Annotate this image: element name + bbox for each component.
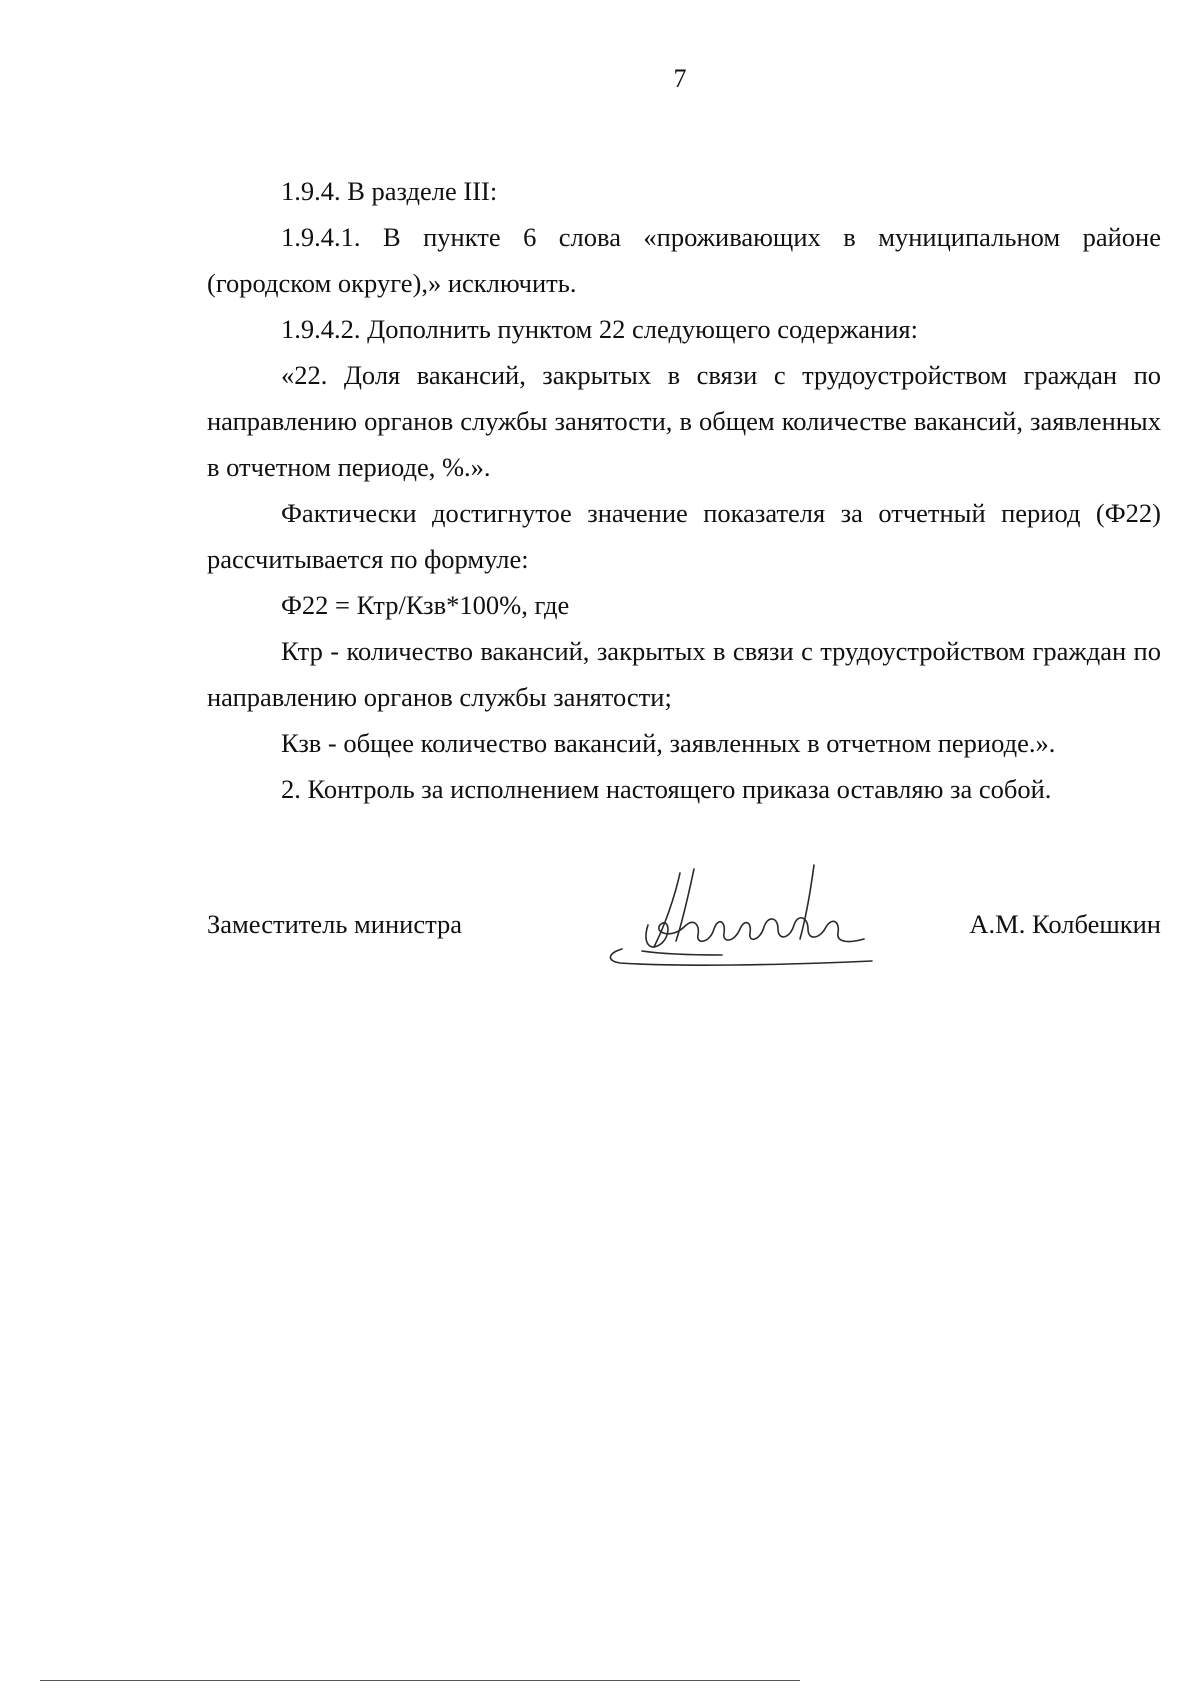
paragraph-item-1942: 1.9.4.2. Дополнить пунктом 22 следующего содержания: [281,314,918,344]
page-number: 7 [673,64,687,93]
document-body [207,168,1161,812]
paragraph-kzv-definition: Кзв - общее количество вакансий, заявленных в отчетном периоде.». [281,728,1056,758]
signature-block [207,895,1161,1015]
signatory-name: А.М. Колбешкин [969,909,1161,939]
paragraph-ktr-definition: Ктр - количество вакансий, закрытых в связи с трудоустройством граждан по направлению органов службы занятости; [207,636,1161,712]
signatory-title: Заместитель министра [207,909,463,939]
paragraph-control: 2. Контроль за исполнением настоящего приказа оставляю за собой. [281,774,1052,804]
paragraph-indicator-22: «22. Доля вакансий, закрытых в связи с трудоустройством граждан по направлению органов службы занятости, в общем количестве вакансий, заявленных в отчетном периоде, %.». [207,360,1161,482]
paragraph-section-heading: 1.9.4. В разделе III: [281,176,498,206]
handwritten-signature [602,855,882,975]
paragraph-item-1941: 1.9.4.1. В пункте 6 слова «проживающих в муниципальном районе (городском округе),» исключить. [207,222,1161,298]
paragraph-formula-intro: Фактически достигнутое значение показателя за отчетный период (Ф22) рассчитывается по формуле: [207,498,1161,574]
bottom-scan-edge [40,1680,800,1681]
paragraph-formula: Ф22 = Ктр/Кзв*100%, где [281,590,570,620]
